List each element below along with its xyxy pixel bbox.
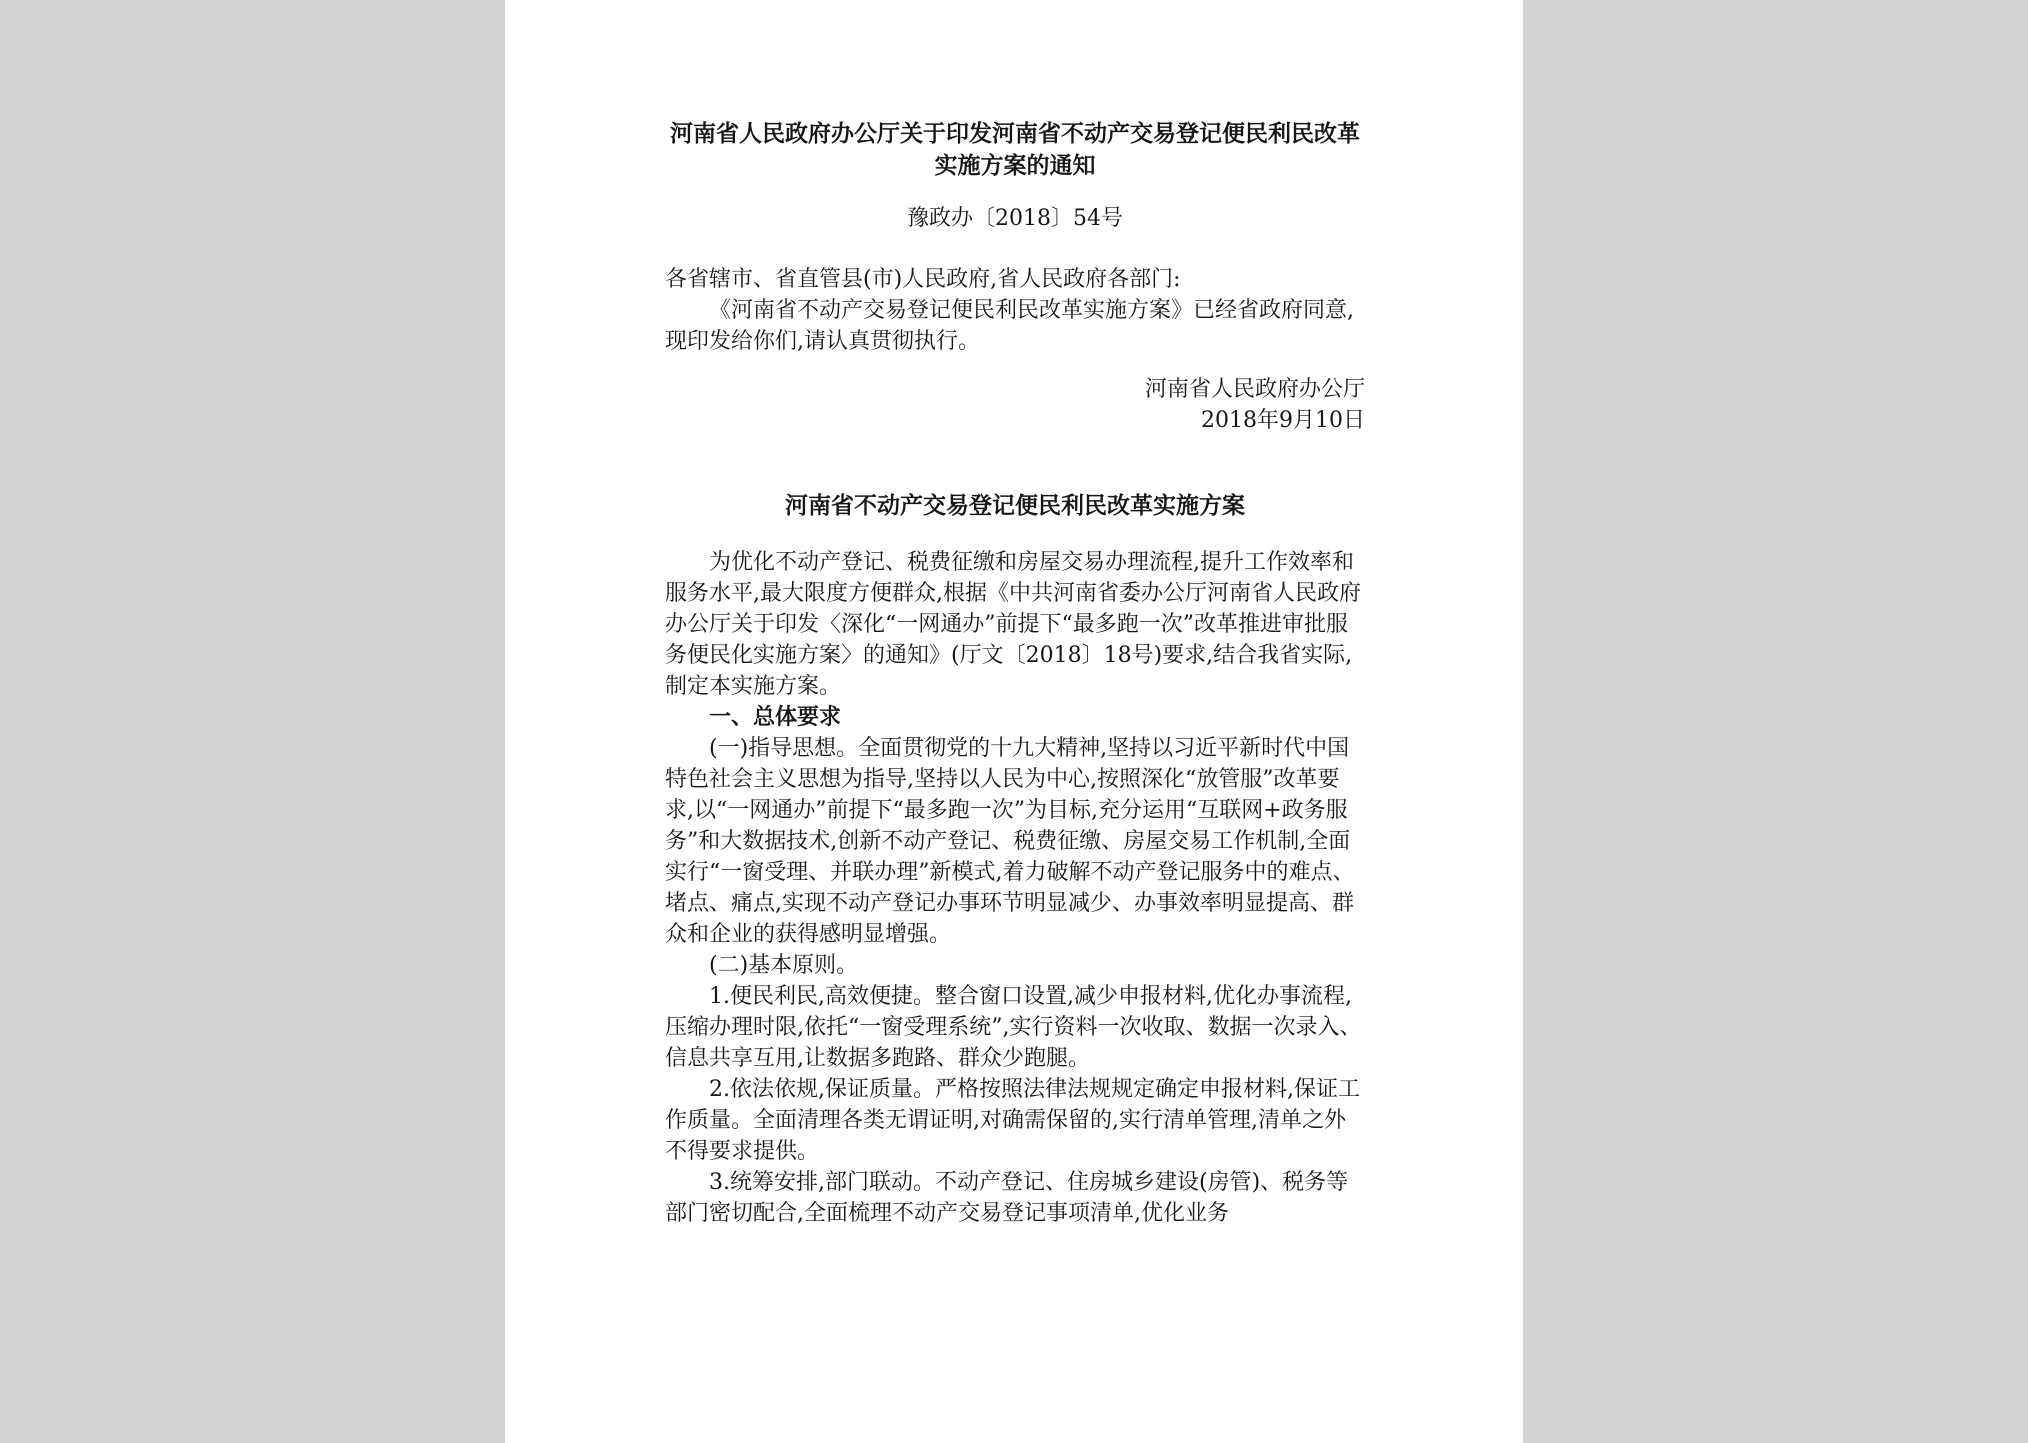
section-heading-general-requirements: 一、总体要求	[709, 704, 842, 730]
principle-1: 1.便民利民,高效便捷。整合窗口设置,减少申报材料,优化办事流程,压缩办理时限,依托“一窗受理系统”,实行资料一次收取、数据一次录入、信息共享互用,让数据多跑路、群众少跑腿。	[665, 984, 1362, 1071]
issuer-signature: 河南省人民政府办公厅	[1144, 377, 1365, 402]
basic-principles-heading: (二)基本原则。	[709, 953, 859, 978]
document-number: 豫政办〔2018〕54号	[907, 206, 1123, 231]
document-content	[665, 118, 1365, 1229]
principle-2: 2.依法依规,保证质量。严格按照法律法规规定确定申报材料,保证工作质量。全面清理各类无谓证明,对确需保留的,实行清单管理,清单之外不得要求提供。	[665, 1077, 1360, 1164]
notice-body: 《河南省不动产交易登记便民利民改革实施方案》已经省政府同意,现印发给你们,请认真贯彻执行。	[665, 298, 1354, 354]
addressee: 各省辖市、省直管县(市)人民政府,省人民政府各部门:	[665, 267, 1181, 292]
issue-date: 2018年9月10日	[1201, 408, 1365, 433]
principle-3: 3.统筹安排,部门联动。不动产登记、住房城乡建设(房管)、税务等部门密切配合,全面梳理不动产交易登记事项清单,优化业务	[665, 1170, 1349, 1226]
plan-intro: 为优化不动产登记、税费征缴和房屋交易办理流程,提升工作效率和服务水平,最大限度方便群众,根据《中共河南省委办公厅河南省人民政府办公厅关于印发〈深化“一网通办”前提下“最多跑一次”改革推进审批服务便民化实施方案〉的通知》(厅文〔2018〕18号)要求,结合我省实际,制定本实施方案。	[665, 550, 1361, 699]
guiding-ideology-paragraph: (一)指导思想。全面贯彻党的十九大精神,坚持以习近平新时代中国特色社会主义思想为指导,坚持以人民为中心,按照深化“放管服”改革要求,以“一网通办”前提下“最多跑一次”为目标,充分运用“互联网+政务服务”和大数据技术,创新不动产登记、税费征缴、房屋交易工作机制,全面实行“一窗受理、并联办理”新模式,着力破解不动产登记服务中的难点、堵点、痛点,实现不动产登记办事环节明显减少、办事效率明显提高、群众和企业的获得感明显增强。	[665, 736, 1355, 947]
document-page	[505, 0, 1523, 1443]
plan-title: 河南省不动产交易登记便民利民改革实施方案	[785, 492, 1245, 519]
notice-title: 河南省人民政府办公厅关于印发河南省不动产交易登记便民利民改革实施方案的通知	[670, 120, 1360, 179]
